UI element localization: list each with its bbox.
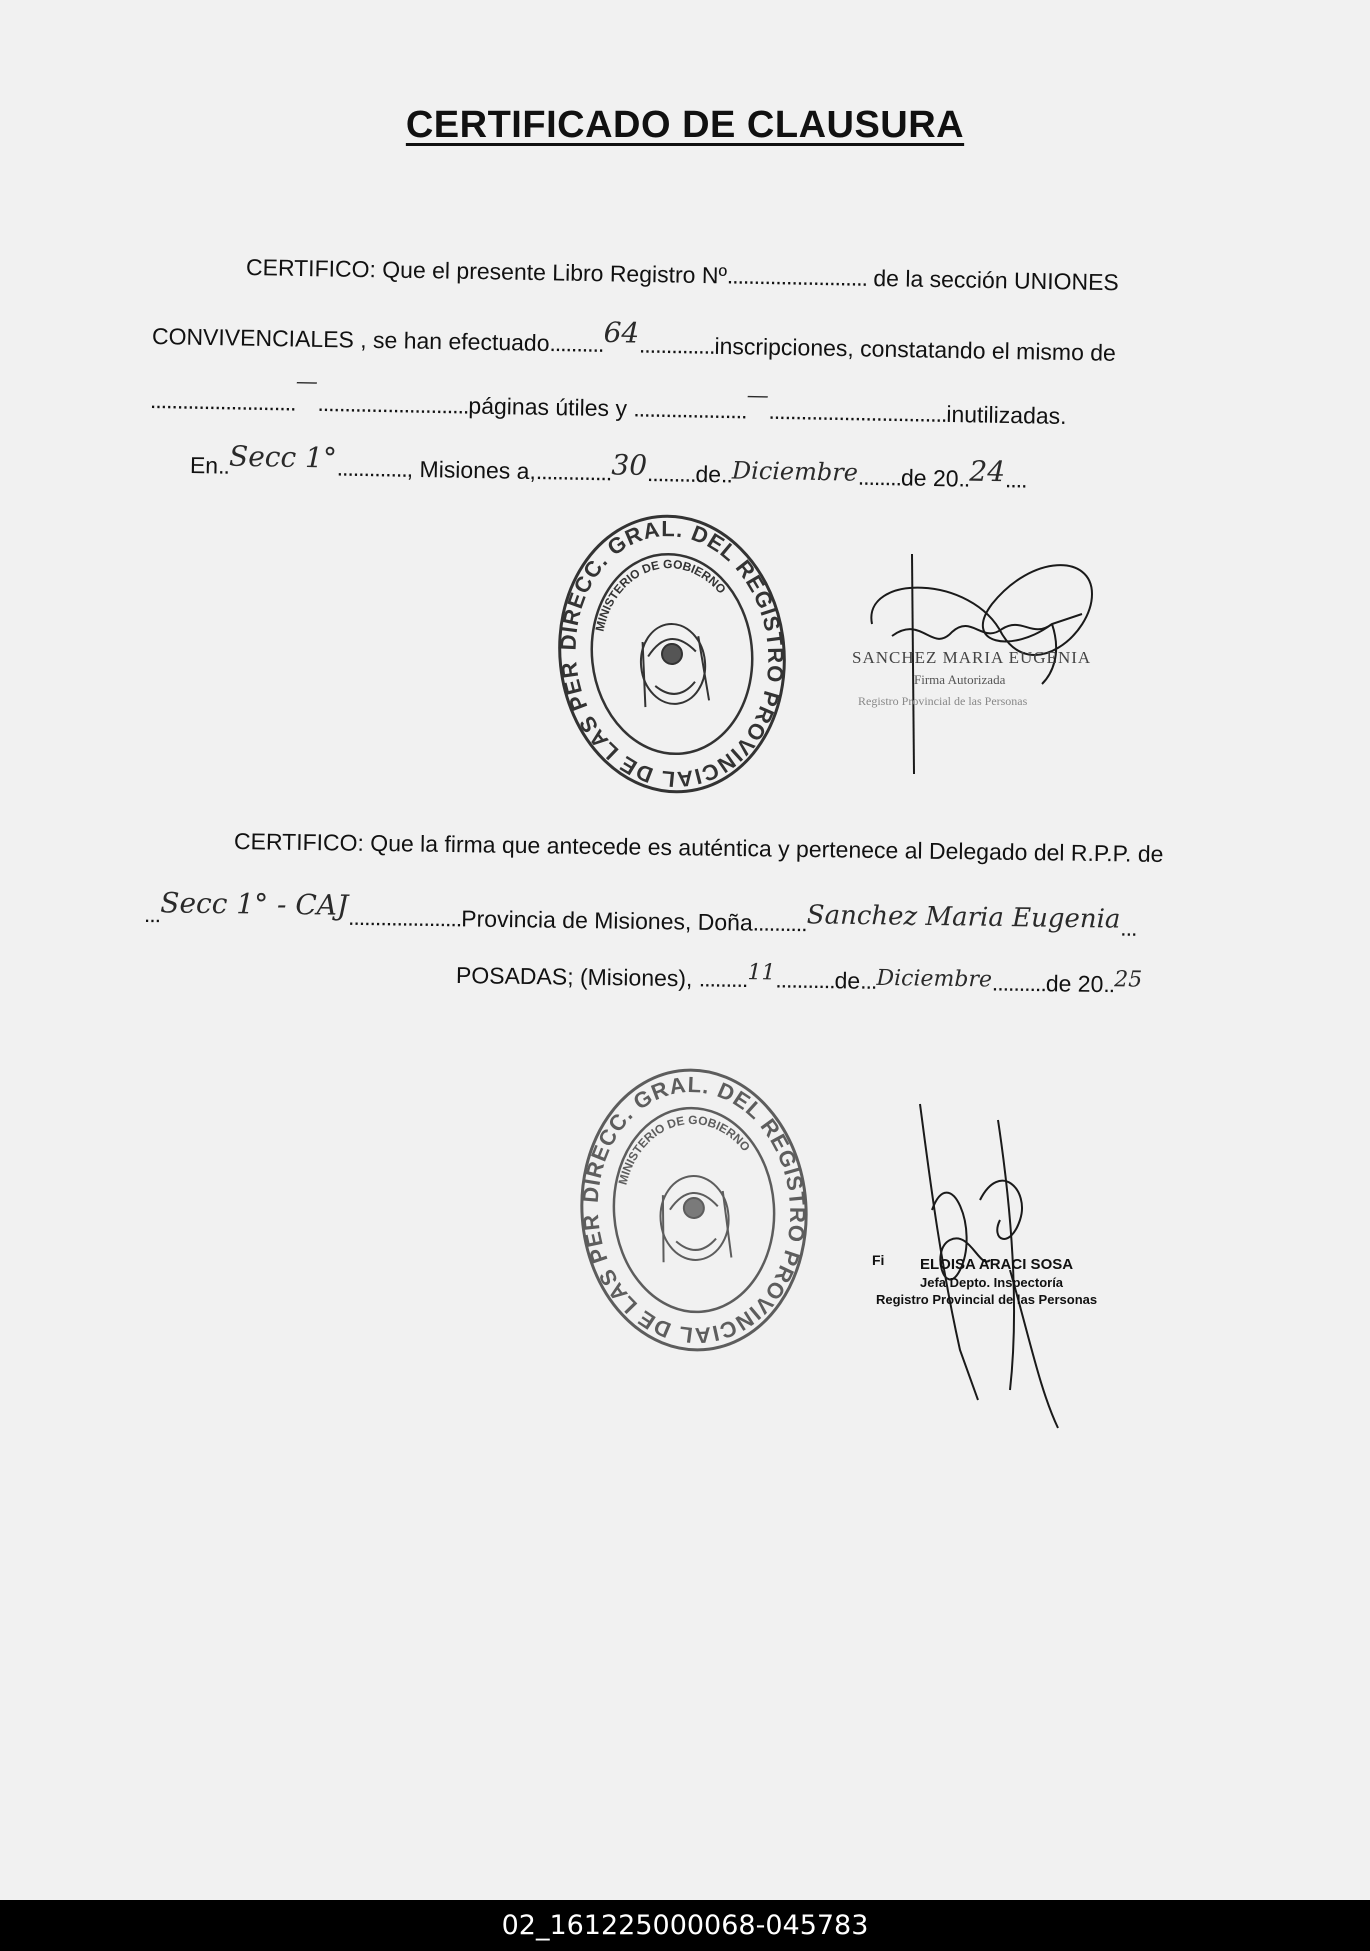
para1-text: En xyxy=(189,452,219,479)
para1-text: inutilizadas. xyxy=(946,400,1067,429)
signatory-2-name: ELOISA ARACI SOSA xyxy=(920,1256,1074,1273)
handwritten-day: 30 xyxy=(611,448,648,482)
para1-text: de 20 xyxy=(900,464,959,492)
signature-block-2 xyxy=(870,1100,1150,1430)
para1-text: CONVIVENCIALES , se han efectuado xyxy=(151,323,550,356)
handwritten-year-2: 25 xyxy=(1114,967,1143,993)
handwritten-month: Diciembre xyxy=(731,456,859,487)
para1-text: páginas útiles y xyxy=(468,392,634,422)
handwritten-useful-pages: — xyxy=(295,369,319,395)
handwritten-place-2: Secc 1° - CAJ xyxy=(160,886,349,922)
para1-text: de la sección UNIONES xyxy=(866,264,1120,296)
handwritten-place: Secc 1° xyxy=(228,439,338,475)
document-id-footer: 02_161225000068-045783 xyxy=(0,1900,1370,1951)
handwritten-unused-pages: — xyxy=(746,383,770,409)
coat-of-arms-icon xyxy=(658,1174,732,1263)
handwritten-delegate-name: Sanchez Maria Eugenia xyxy=(806,900,1121,935)
para2-text: Provincia de Misiones, Doña xyxy=(461,905,753,936)
signature-block-1 xyxy=(852,544,1132,784)
seal-outer-text-2: DIRECC. GRAL. DEL REGISTRO PROVINCIAL DE LAS PERSONAS xyxy=(577,1071,811,1349)
para2-line1 xyxy=(234,828,1164,868)
coat-of-arms-icon xyxy=(637,621,709,707)
para2-line2: ...Secc 1° - CAJ.....................Provincia de Misiones, Doña..........Sanchez Maria Eugenia... xyxy=(143,886,1137,941)
handwritten-year: 24 xyxy=(969,454,1006,489)
signatory-2-role: Jefa Depto. Inspectoría xyxy=(920,1275,1064,1290)
handwritten-day-2: 11 xyxy=(747,960,776,986)
para2-text: de xyxy=(834,967,861,994)
signatory-2-org: Registro Provincial de las Personas xyxy=(876,1292,1098,1307)
para2-text: CERTIFICO: Que la firma que antecede es auténtica y pertenece al Delegado del R.P.P. de xyxy=(233,828,1164,867)
signatory-2-prefix: Fi xyxy=(872,1252,885,1268)
para1-line2: CONVIVENCIALES , se han efectuado..........64..............inscripciones, constatando el mismo de xyxy=(151,315,1117,366)
para1-text: CERTIFICO: Que el presente Libro Registro Nº xyxy=(245,254,728,289)
handwritten-inscriptions-count: 64 xyxy=(603,315,640,350)
para1-text: inscripciones, constatando el mismo de xyxy=(714,332,1117,366)
para2-text: de 20 xyxy=(1045,970,1104,998)
para1-text: de xyxy=(695,460,722,488)
official-seal-2 xyxy=(574,1058,814,1362)
signatory-1-org: Registro Provincial de las Personas xyxy=(858,694,1028,708)
para2-text: POSADAS; (Misiones), xyxy=(455,962,700,992)
para1-line3: ...........................—............................páginas útiles y .....................—.................................inutilizadas. xyxy=(149,369,1067,429)
official-seal-1 xyxy=(552,504,792,804)
para2-line3: POSADAS; (Misiones), .........11...........de...Diciembre..........de 20..25 xyxy=(455,960,1143,998)
document-title: CERTIFICADO DE CLAUSURA xyxy=(405,104,965,146)
para1-line1: CERTIFICO: Que el presente Libro Registro Nº.......................... de la sección UNIONES xyxy=(245,254,1120,296)
para1-text: , Misiones a, xyxy=(406,455,537,485)
handwritten-month-2: Diciembre xyxy=(876,965,993,993)
seal-inner-text: MINISTERIO DE GOBIERNO xyxy=(592,557,729,633)
seal-outer-text: DIRECC. GRAL. DEL REGISTRO PROVINCIAL DE LAS PERSONAS xyxy=(555,516,789,793)
seal-inner-text-2: MINISTERIO DE GOBIERNO xyxy=(615,1112,753,1187)
para1-line4: En..Secc 1°............., Misiones a,..............30.........de..Diciembre........de 20..24.... xyxy=(189,439,1027,493)
signatory-1-name: SANCHEZ MARIA EUGENIA xyxy=(852,648,1092,667)
signatory-1-role: Firma Autorizada xyxy=(914,672,1006,687)
